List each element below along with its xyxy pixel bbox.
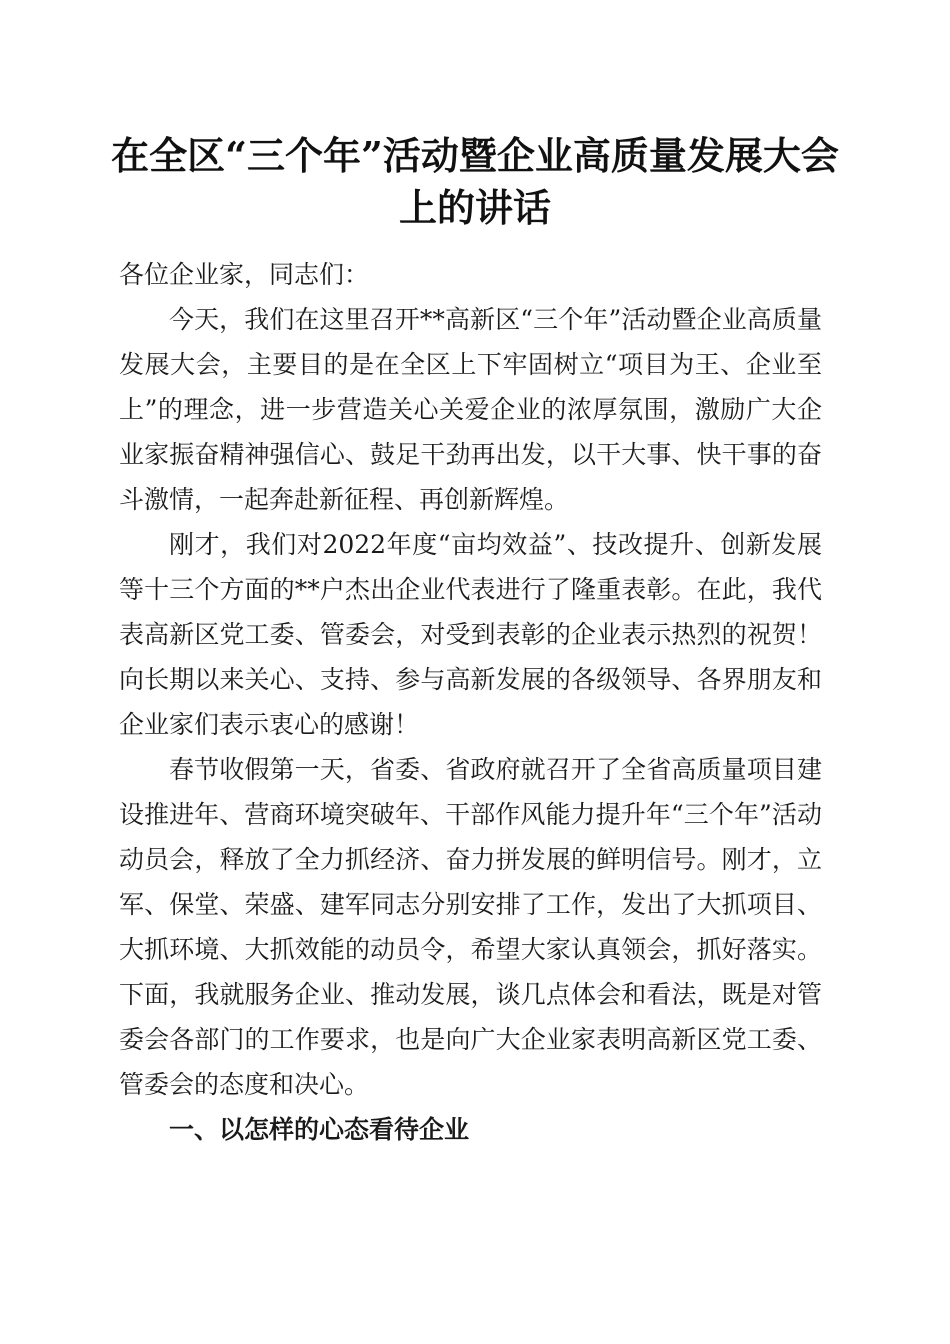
paragraph-commendation: 刚才，我们对2022年度“亩均效益”、技改提升、创新发展等十三个方面的**户杰出企业代表进行了隆重表彰。在此，我代表高新区党工委、管委会，对受到表彰的企业表示热烈的祝贺！向长期以来关心、支持、参与高新发展的各级领导、各界朋友和企业家们表示衷心的感谢！ [119, 530, 822, 739]
speech-title: 在全区“三个年”活动暨企业高质量发展大会上的讲话 [111, 133, 839, 230]
paragraph-mobilization: 春节收假第一天，省委、省政府就召开了全省高质量项目建设推进年、营商环境突破年、干部作风能力提升年“三个年”活动动员会，释放了全力抓经济、奋力拼发展的鲜明信号。刚才，立军、保堂、荣盛、建军同志分别安排了工作，发出了大抓项目、大抓环境、大抓效能的动员令，希望大家认真领会，抓好落实。下面，我就服务企业、推动发展，谈几点体会和看法，既是对管委会各部门的工作要求，也是向广大企业家表明高新区党工委、管委会的态度和决心。 [119, 755, 822, 1099]
speech-body [119, 252, 822, 1152]
section-heading: 一、以怎样的心态看待企业 [169, 1115, 470, 1144]
paragraph-opening: 今天，我们在这里召开**高新区“三个年”活动暨企业高质量发展大会，主要目的是在全区上下牢固树立“项目为王、企业至上”的理念，进一步营造关心关爱企业的浓厚氛围，激励广大企业家振奋精神强信心、鼓足干劲再出发，以干大事、快干事的奋斗激情，一起奔赴新征程、再创新辉煌。 [119, 305, 822, 514]
salutation: 各位企业家，同志们： [119, 260, 370, 289]
